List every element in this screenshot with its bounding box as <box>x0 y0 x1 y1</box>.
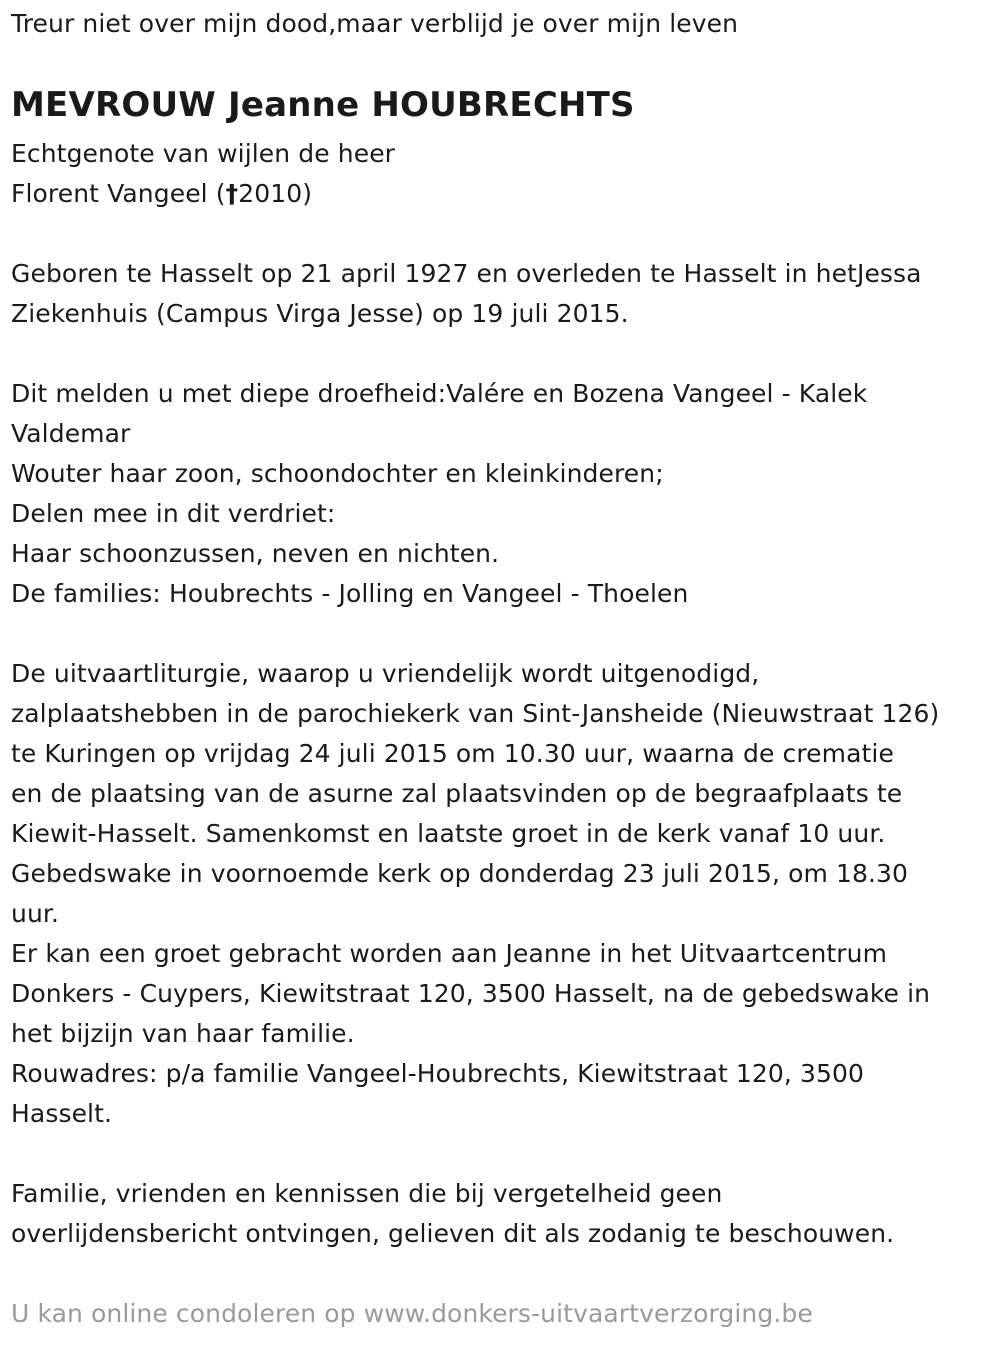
service-line: te Kuringen op vrijdag 24 juli 2015 om 10.30 uur, waarna de crematie <box>11 739 894 768</box>
birth-line: Geboren te Hasselt op 21 april 1927 en overleden te Hasselt in hetJessa <box>11 259 922 288</box>
family-line: Dit melden u met diepe droefheid:Valére en Bozena Vangeel - Kalek <box>11 379 868 408</box>
deceased-name: MEVROUW Jeanne HOUBRECHTS <box>11 85 635 125</box>
family-line: De families: Houbrechts - Jolling en Vangeel - Thoelen <box>11 579 689 608</box>
cross-icon: † <box>225 179 239 208</box>
service-line: het bijzijn van haar familie. <box>11 1019 355 1048</box>
family-line: Wouter haar zoon, schoondochter en kleinkinderen; <box>11 459 664 488</box>
spouse-name: Florent Vangeel ( <box>11 179 226 208</box>
service-line: Gebedswake in voornoemde kerk op donderdag 23 juli 2015, om 18.30 <box>11 859 909 888</box>
spouse-block <box>11 134 395 214</box>
service-line: zalplaatshebben in de parochiekerk van Sint-Jansheide (Nieuwstraat 126) <box>11 699 940 728</box>
service-line: De uitvaartliturgie, waarop u vriendelijk wordt uitgenodigd, <box>11 659 760 688</box>
notice-block <box>11 1174 894 1254</box>
family-block <box>11 374 867 614</box>
service-line: Er kan een groet gebracht worden aan Jeanne in het Uitvaartcentrum <box>11 939 888 968</box>
service-line: en de plaatsing van de asurne zal plaatsvinden op de begraafplaats te <box>11 779 903 808</box>
notice-line: Familie, vrienden en kennissen die bij vergetelheid geen <box>11 1179 723 1208</box>
condolence-footer: U kan online condoleren op www.donkers-uitvaartverzorging.be <box>11 1299 813 1328</box>
service-line: Rouwadres: p/a familie Vangeel-Houbrechts, Kiewitstraat 120, 3500 <box>11 1059 865 1088</box>
birth-death-block <box>11 254 922 334</box>
service-line: Kiewit-Hasselt. Samenkomst en laatste groet in de kerk vanaf 10 uur. <box>11 819 886 848</box>
service-block <box>11 654 939 1134</box>
birth-line: Ziekenhuis (Campus Virga Jesse) op 19 juli 2015. <box>11 299 629 328</box>
spouse-death-year: 2010) <box>238 179 313 208</box>
motto: Treur niet over mijn dood,maar verblijd je over mijn leven <box>11 9 739 38</box>
family-line: Haar schoonzussen, neven en nichten. <box>11 539 500 568</box>
family-line: Valdemar <box>11 419 131 448</box>
family-line: Delen mee in dit verdriet: <box>11 499 336 528</box>
service-line: uur. <box>11 899 60 928</box>
service-line: Donkers - Cuypers, Kiewitstraat 120, 3500 Hasselt, na de gebedswake in <box>11 979 931 1008</box>
notice-line: overlijdensbericht ontvingen, gelieven dit als zodanig te beschouwen. <box>11 1219 895 1248</box>
spouse-line-1: Echtgenote van wijlen de heer <box>11 139 396 168</box>
spouse-line-2 <box>11 174 395 214</box>
service-line: Hasselt. <box>11 1099 113 1128</box>
